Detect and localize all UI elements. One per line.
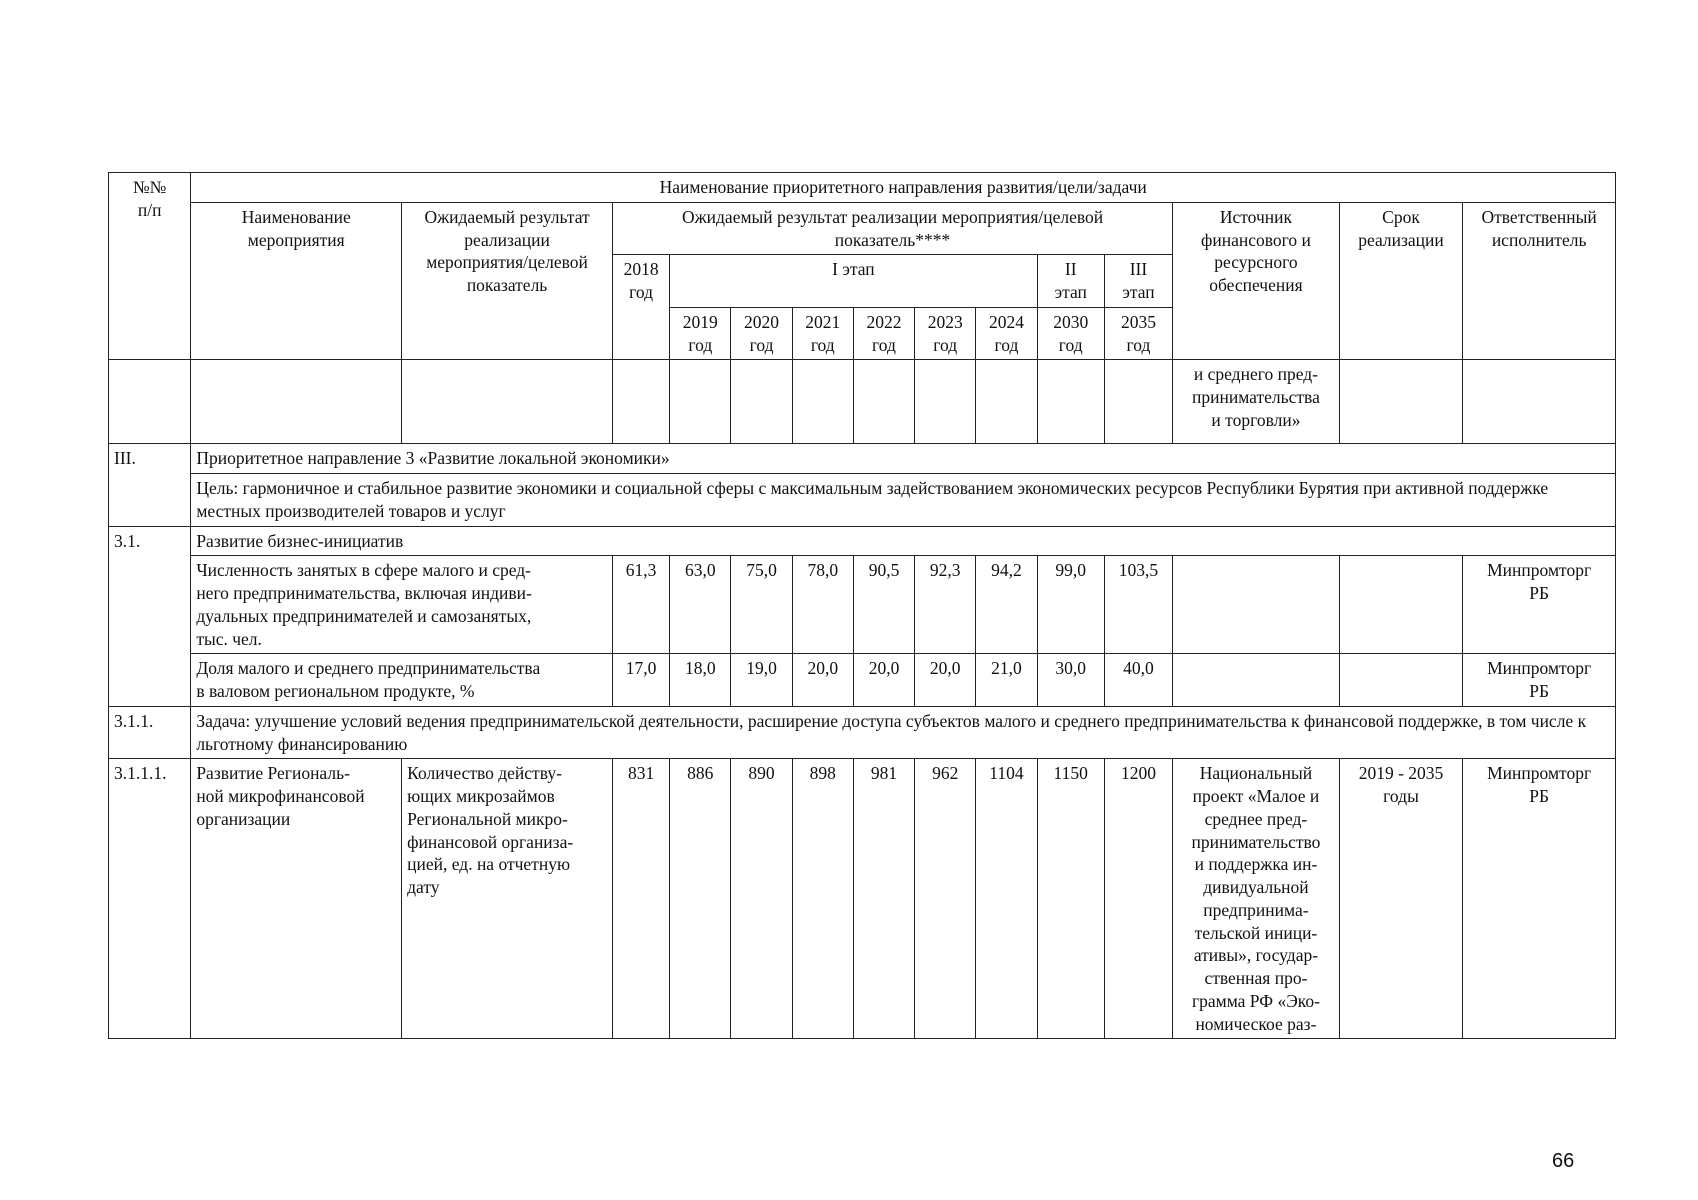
indicator-row (109, 556, 1616, 654)
header-year: 2030 год (1037, 307, 1104, 360)
activity-value: 962 (915, 759, 976, 1039)
section-title: Приоритетное направление 3 «Развитие локальной экономики» (191, 444, 1616, 474)
indicator-value: 103,5 (1104, 556, 1172, 654)
header-number: №№ п/п (109, 173, 191, 360)
header-year-2018: 2018 год (612, 255, 669, 360)
header-stage-1: I этап (670, 255, 1037, 308)
indicator-value: 18,0 (670, 654, 731, 707)
indicator-responsible: Минпромторг РБ (1463, 556, 1616, 654)
activity-value: 831 (612, 759, 669, 1039)
activity-value: 886 (670, 759, 731, 1039)
task-text: Задача: улучшение условий ведения предпринимательской деятельности, расширение доступа субъектов малого и среднего предпринимательства к финансовой поддержке, в том числе к льготному финансированию (191, 706, 1616, 759)
header-activity: Наименование мероприятия (191, 202, 402, 360)
carry-cell (1104, 360, 1172, 444)
carry-cell (731, 360, 792, 444)
carry-cell (976, 360, 1037, 444)
activity-value: 1104 (976, 759, 1037, 1039)
indicator-value: 21,0 (976, 654, 1037, 707)
header-expected: Ожидаемый результат реализации мероприятия/целевой показатель (402, 202, 613, 360)
carry-cell (402, 360, 613, 444)
header-year: 2019 год (670, 307, 731, 360)
header-stage-3: III этап (1104, 255, 1172, 308)
indicator-value: 99,0 (1037, 556, 1104, 654)
carry-cell (792, 360, 853, 444)
carry-cell (853, 360, 914, 444)
section-goal: Цель: гармоничное и стабильное развитие экономики и социальной сферы с максимальным задействованием экономических ресурсов Республики Бурятия при активной поддержке местных производителей товаров и услуг (191, 474, 1616, 527)
activity-responsible: Минпромторг РБ (1463, 759, 1616, 1039)
header-year: 2035 год (1104, 307, 1172, 360)
carry-source: и среднего пред- принимательства и торговли» (1173, 360, 1340, 444)
indicator-value: 19,0 (731, 654, 792, 707)
activity-value: 1150 (1037, 759, 1104, 1039)
header-year: 2020 год (731, 307, 792, 360)
indicator-value: 63,0 (670, 556, 731, 654)
indicator-value: 94,2 (976, 556, 1037, 654)
header-year: 2021 год (792, 307, 853, 360)
activity-value: 981 (853, 759, 914, 1039)
activity-value: 1200 (1104, 759, 1172, 1039)
indicator-value: 78,0 (792, 556, 853, 654)
header-expected-indicator: Ожидаемый результат реализации мероприятия/целевой показатель**** (612, 202, 1172, 255)
indicator-source (1173, 654, 1340, 707)
section-number: III. (109, 444, 191, 526)
activity-result: Количество действу- ющих микрозаймов Региональной микро- финансовой организа- цией, ед. на отчетную дату (402, 759, 613, 1039)
indicator-value: 61,3 (612, 556, 669, 654)
carry-cell (1339, 360, 1462, 444)
indicator-row (109, 654, 1616, 707)
indicator-term (1339, 556, 1462, 654)
task-number: 3.1.1. (109, 706, 191, 759)
activity-row (109, 759, 1616, 1039)
header-section-title: Наименование приоритетного направления развития/цели/задачи (191, 173, 1616, 203)
carry-cell (670, 360, 731, 444)
indicator-responsible: Минпромторг РБ (1463, 654, 1616, 707)
indicator-value: 30,0 (1037, 654, 1104, 707)
activity-value: 890 (731, 759, 792, 1039)
page-number: 66 (1552, 1150, 1575, 1172)
indicator-value: 17,0 (612, 654, 669, 707)
indicator-value: 20,0 (915, 654, 976, 707)
header-year: 2022 год (853, 307, 914, 360)
activity-number: 3.1.1.1. (109, 759, 191, 1039)
carry-cell (191, 360, 402, 444)
header-stage-2: II этап (1037, 255, 1104, 308)
subsection-number: 3.1. (109, 526, 191, 706)
carry-cell (109, 360, 191, 444)
activity-name: Развитие Региональ- ной микрофинансовой организации (191, 759, 402, 1039)
header-source: Источник финансового и ресурсного обеспечения (1173, 202, 1340, 360)
indicator-value: 75,0 (731, 556, 792, 654)
indicator-value: 20,0 (853, 654, 914, 707)
indicator-name: Доля малого и среднего предпринимательства в валовом региональном продукте, % (191, 654, 613, 707)
indicator-term (1339, 654, 1462, 707)
activity-term: 2019 - 2035 годы (1339, 759, 1462, 1039)
indicator-value: 20,0 (792, 654, 853, 707)
subsection-title: Развитие бизнес-инициатив (191, 526, 1616, 556)
header-year: 2024 год (976, 307, 1037, 360)
strategy-table (108, 172, 1616, 1039)
carry-cell (1037, 360, 1104, 444)
carry-cell (1463, 360, 1616, 444)
indicator-source (1173, 556, 1340, 654)
indicator-value: 90,5 (853, 556, 914, 654)
header-term: Срок реализации (1339, 202, 1462, 360)
indicator-value: 40,0 (1104, 654, 1172, 707)
header-responsible: Ответственный исполнитель (1463, 202, 1616, 360)
activity-source: Национальный проект «Малое и среднее пред- принимательство и поддержка ин- дивидуальной предпринима- тельской иници- ативы», государ- ственная про- грамма РФ «Эко- номическое раз- (1173, 759, 1340, 1039)
header-year: 2023 год (915, 307, 976, 360)
indicator-value: 92,3 (915, 556, 976, 654)
carry-cell (915, 360, 976, 444)
carry-cell (612, 360, 669, 444)
indicator-name: Численность занятых в сфере малого и сред- него предпринимательства, включая индиви- дуальных предпринимателей и самозанятых, тыс. чел. (191, 556, 613, 654)
activity-value: 898 (792, 759, 853, 1039)
